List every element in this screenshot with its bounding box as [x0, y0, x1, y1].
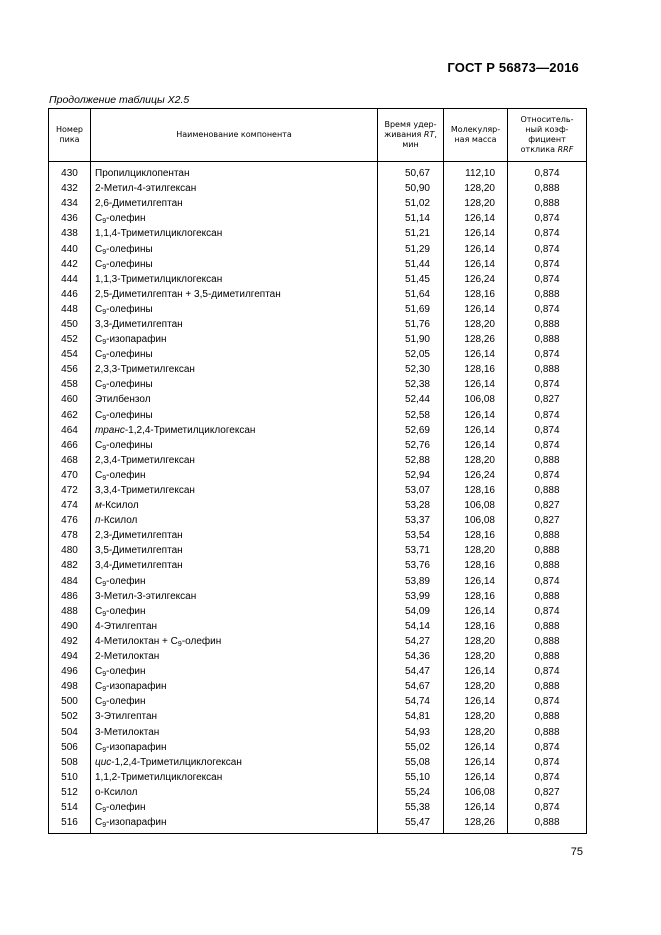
- cell-molecular-mass: 128,20: [444, 679, 508, 694]
- cell-retention-time: 52,05: [378, 347, 444, 362]
- cell-retention-time: 53,54: [378, 528, 444, 543]
- table-row: [49, 755, 587, 770]
- components-table: [48, 108, 587, 834]
- column-header-rt: Время удер- живания RT, мин: [378, 109, 444, 162]
- table-row: [49, 196, 587, 211]
- cell-retention-time: 52,88: [378, 453, 444, 468]
- cell-peak: 492: [49, 634, 91, 649]
- cell-response-factor: 0,874: [508, 211, 587, 226]
- column-header-rrf: Относитель- ный коэф- фициент отклика RRF: [508, 109, 587, 162]
- cell-retention-time: 54,47: [378, 664, 444, 679]
- cell-name: 2,3,4-Триметилгексан: [91, 453, 378, 468]
- cell-retention-time: 51,44: [378, 257, 444, 272]
- cell-peak: 454: [49, 347, 91, 362]
- cell-response-factor: 0,888: [508, 528, 587, 543]
- cell-name: $C_9$-олефин: [91, 604, 378, 619]
- cell-peak: 510: [49, 770, 91, 785]
- cell-peak: 500: [49, 694, 91, 709]
- cell-retention-time: 53,28: [378, 498, 444, 513]
- table-row: [49, 528, 587, 543]
- table-row: [49, 543, 587, 558]
- cell-response-factor: 0,827: [508, 513, 587, 528]
- table-row: [49, 800, 587, 815]
- cell-peak: 442: [49, 257, 91, 272]
- cell-molecular-mass: 126,14: [444, 408, 508, 423]
- cell-peak: 496: [49, 664, 91, 679]
- cell-name: $C_9$-изопарафин: [91, 740, 378, 755]
- document-standard-code: ГОСТ Р 56873—2016: [447, 60, 579, 75]
- cell-peak: 484: [49, 574, 91, 589]
- table-row: [49, 453, 587, 468]
- cell-molecular-mass: 128,16: [444, 528, 508, 543]
- table-row: [49, 392, 587, 407]
- cell-peak: 506: [49, 740, 91, 755]
- cell-name: $C_9$-олефины: [91, 241, 378, 256]
- cell-name: о-Ксилол: [91, 785, 378, 800]
- cell-name: 2,3-Диметилгептан: [91, 528, 378, 543]
- cell-retention-time: 53,07: [378, 483, 444, 498]
- cell-molecular-mass: 128,16: [444, 362, 508, 377]
- table-row: [49, 619, 587, 634]
- table-row: [49, 302, 587, 317]
- cell-molecular-mass: 126,14: [444, 770, 508, 785]
- cell-peak: 494: [49, 649, 91, 664]
- cell-response-factor: 0,874: [508, 604, 587, 619]
- cell-response-factor: 0,888: [508, 543, 587, 558]
- cell-molecular-mass: 126,14: [444, 226, 508, 241]
- cell-peak: 470: [49, 468, 91, 483]
- cell-response-factor: 0,874: [508, 302, 587, 317]
- cell-molecular-mass: 126,14: [444, 574, 508, 589]
- cell-name: 3,5-Диметилгептан: [91, 543, 378, 558]
- table-row: [49, 423, 587, 438]
- cell-response-factor: 0,874: [508, 755, 587, 770]
- cell-molecular-mass: 106,08: [444, 392, 508, 407]
- table-row: [49, 438, 587, 453]
- cell-response-factor: 0,827: [508, 392, 587, 407]
- cell-name: 4-Этилгептан: [91, 619, 378, 634]
- table-row: [49, 634, 587, 649]
- cell-response-factor: 0,888: [508, 317, 587, 332]
- cell-peak: 490: [49, 619, 91, 634]
- cell-molecular-mass: 126,14: [444, 377, 508, 392]
- cell-name: $C_9$-олефин: [91, 468, 378, 483]
- cell-molecular-mass: 128,20: [444, 453, 508, 468]
- cell-peak: 486: [49, 589, 91, 604]
- cell-retention-time: 51,14: [378, 211, 444, 226]
- cell-response-factor: 0,888: [508, 724, 587, 739]
- cell-peak: 432: [49, 181, 91, 196]
- cell-retention-time: 54,93: [378, 724, 444, 739]
- cell-name: $C_9$-олефин: [91, 694, 378, 709]
- cell-molecular-mass: 126,14: [444, 257, 508, 272]
- cell-molecular-mass: 126,14: [444, 740, 508, 755]
- cell-retention-time: 53,71: [378, 543, 444, 558]
- cell-molecular-mass: 106,08: [444, 498, 508, 513]
- cell-peak: 508: [49, 755, 91, 770]
- cell-peak: 438: [49, 226, 91, 241]
- table-row: [49, 332, 587, 347]
- cell-retention-time: 53,99: [378, 589, 444, 604]
- cell-retention-time: 51,64: [378, 287, 444, 302]
- cell-retention-time: 55,24: [378, 785, 444, 800]
- cell-molecular-mass: 106,08: [444, 513, 508, 528]
- cell-name: 3-Метил-3-этилгексан: [91, 589, 378, 604]
- cell-retention-time: 51,02: [378, 196, 444, 211]
- cell-retention-time: 54,67: [378, 679, 444, 694]
- cell-response-factor: 0,827: [508, 785, 587, 800]
- table-row: [49, 362, 587, 377]
- cell-name: 2,3,3-Триметилгексан: [91, 362, 378, 377]
- cell-peak: 460: [49, 392, 91, 407]
- cell-retention-time: 55,08: [378, 755, 444, 770]
- cell-retention-time: 50,67: [378, 162, 444, 182]
- cell-name: Пропилциклопентан: [91, 162, 378, 182]
- cell-response-factor: 0,888: [508, 815, 587, 834]
- cell-response-factor: 0,888: [508, 634, 587, 649]
- cell-response-factor: 0,874: [508, 162, 587, 182]
- cell-retention-time: 52,44: [378, 392, 444, 407]
- cell-retention-time: 54,74: [378, 694, 444, 709]
- table-row: [49, 287, 587, 302]
- cell-retention-time: 55,02: [378, 740, 444, 755]
- cell-name: 2,6-Диметилгептан: [91, 196, 378, 211]
- cell-name: $C_9$-олефин: [91, 211, 378, 226]
- table-row: [49, 785, 587, 800]
- table-row: [49, 483, 587, 498]
- cell-name: $C_9$-олефины: [91, 302, 378, 317]
- table-row: [49, 724, 587, 739]
- table-row: [49, 317, 587, 332]
- table-row: [49, 770, 587, 785]
- table-caption: Продолжение таблицы Х2.5: [49, 94, 190, 106]
- cell-retention-time: 51,76: [378, 317, 444, 332]
- cell-peak: 448: [49, 302, 91, 317]
- cell-molecular-mass: 128,20: [444, 649, 508, 664]
- table-row: [49, 272, 587, 287]
- cell-name: $C_9$-олефин: [91, 574, 378, 589]
- table-row: [49, 574, 587, 589]
- cell-retention-time: 53,89: [378, 574, 444, 589]
- table-row: [49, 679, 587, 694]
- table-row: [49, 181, 587, 196]
- cell-molecular-mass: 128,20: [444, 181, 508, 196]
- table-row: [49, 513, 587, 528]
- table-row: [49, 408, 587, 423]
- cell-peak: 472: [49, 483, 91, 498]
- cell-response-factor: 0,888: [508, 196, 587, 211]
- table-row: [49, 589, 587, 604]
- cell-response-factor: 0,888: [508, 709, 587, 724]
- cell-peak: 452: [49, 332, 91, 347]
- table-row: [49, 664, 587, 679]
- cell-molecular-mass: 106,08: [444, 785, 508, 800]
- cell-retention-time: 54,14: [378, 619, 444, 634]
- cell-name: 3-Этилгептан: [91, 709, 378, 724]
- table-row: [49, 468, 587, 483]
- cell-peak: 440: [49, 241, 91, 256]
- table-body: [49, 162, 587, 834]
- cell-peak: 430: [49, 162, 91, 182]
- cell-response-factor: 0,874: [508, 574, 587, 589]
- cell-retention-time: 52,76: [378, 438, 444, 453]
- cell-peak: 458: [49, 377, 91, 392]
- cell-peak: 498: [49, 679, 91, 694]
- cell-peak: 514: [49, 800, 91, 815]
- table-row: [49, 740, 587, 755]
- cell-response-factor: 0,874: [508, 438, 587, 453]
- cell-retention-time: 52,30: [378, 362, 444, 377]
- cell-response-factor: 0,874: [508, 800, 587, 815]
- cell-name: $C_9$-олефины: [91, 438, 378, 453]
- table-row: [49, 347, 587, 362]
- cell-peak: 462: [49, 408, 91, 423]
- cell-name: $C_9$-олефины: [91, 377, 378, 392]
- cell-name: $C_9$-изопарафин: [91, 679, 378, 694]
- cell-response-factor: 0,874: [508, 408, 587, 423]
- cell-response-factor: 0,888: [508, 679, 587, 694]
- cell-response-factor: 0,888: [508, 589, 587, 604]
- cell-name: 1,1,4-Триметилциклогексан: [91, 226, 378, 241]
- cell-peak: 480: [49, 543, 91, 558]
- cell-retention-time: 51,90: [378, 332, 444, 347]
- cell-molecular-mass: 126,14: [444, 438, 508, 453]
- cell-response-factor: 0,827: [508, 498, 587, 513]
- cell-response-factor: 0,888: [508, 181, 587, 196]
- cell-name: $C_9$-изопарафин: [91, 332, 378, 347]
- cell-response-factor: 0,888: [508, 332, 587, 347]
- cell-retention-time: 52,69: [378, 423, 444, 438]
- cell-retention-time: 51,21: [378, 226, 444, 241]
- cell-peak: 488: [49, 604, 91, 619]
- cell-peak: 436: [49, 211, 91, 226]
- cell-response-factor: 0,874: [508, 740, 587, 755]
- cell-molecular-mass: 128,16: [444, 619, 508, 634]
- cell-molecular-mass: 126,14: [444, 211, 508, 226]
- cell-response-factor: 0,874: [508, 226, 587, 241]
- cell-retention-time: 53,76: [378, 558, 444, 573]
- cell-molecular-mass: 126,14: [444, 755, 508, 770]
- cell-retention-time: 55,47: [378, 815, 444, 834]
- cell-response-factor: 0,874: [508, 468, 587, 483]
- cell-name: 2,5-Диметилгептан + 3,5-диметилгептан: [91, 287, 378, 302]
- column-header-peak: Номер пика: [49, 109, 91, 162]
- cell-name: Этилбензол: [91, 392, 378, 407]
- cell-response-factor: 0,874: [508, 272, 587, 287]
- cell-retention-time: 54,81: [378, 709, 444, 724]
- cell-molecular-mass: 128,20: [444, 543, 508, 558]
- cell-peak: 468: [49, 453, 91, 468]
- cell-name: $C_9$-изопарафин: [91, 815, 378, 834]
- cell-retention-time: 55,10: [378, 770, 444, 785]
- table-row: [49, 694, 587, 709]
- cell-response-factor: 0,874: [508, 770, 587, 785]
- cell-retention-time: 53,37: [378, 513, 444, 528]
- cell-peak: 474: [49, 498, 91, 513]
- cell-peak: 516: [49, 815, 91, 834]
- cell-peak: 504: [49, 724, 91, 739]
- cell-molecular-mass: 128,20: [444, 196, 508, 211]
- cell-name: 3,3-Диметилгептан: [91, 317, 378, 332]
- cell-molecular-mass: 128,16: [444, 483, 508, 498]
- cell-name: 2-Метил-4-этилгексан: [91, 181, 378, 196]
- table-row: [49, 226, 587, 241]
- cell-retention-time: 51,29: [378, 241, 444, 256]
- cell-response-factor: 0,874: [508, 694, 587, 709]
- cell-name: 2-Метилоктан: [91, 649, 378, 664]
- cell-molecular-mass: 128,26: [444, 332, 508, 347]
- cell-molecular-mass: 126,24: [444, 468, 508, 483]
- cell-response-factor: 0,888: [508, 619, 587, 634]
- cell-molecular-mass: 128,20: [444, 634, 508, 649]
- cell-molecular-mass: 128,26: [444, 815, 508, 834]
- cell-molecular-mass: 128,20: [444, 724, 508, 739]
- cell-peak: 482: [49, 558, 91, 573]
- cell-peak: 512: [49, 785, 91, 800]
- cell-molecular-mass: 126,14: [444, 604, 508, 619]
- cell-retention-time: 54,09: [378, 604, 444, 619]
- cell-response-factor: 0,888: [508, 558, 587, 573]
- cell-molecular-mass: 126,14: [444, 241, 508, 256]
- cell-name: цис-1,2,4-Триметилциклогексан: [91, 755, 378, 770]
- cell-molecular-mass: 126,24: [444, 272, 508, 287]
- cell-peak: 464: [49, 423, 91, 438]
- cell-peak: 476: [49, 513, 91, 528]
- cell-response-factor: 0,874: [508, 257, 587, 272]
- table-row: [49, 558, 587, 573]
- table-row: [49, 604, 587, 619]
- cell-peak: 502: [49, 709, 91, 724]
- cell-response-factor: 0,888: [508, 483, 587, 498]
- cell-name: транс-1,2,4-Триметилциклогексан: [91, 423, 378, 438]
- table-row: [49, 815, 587, 834]
- cell-molecular-mass: 126,14: [444, 302, 508, 317]
- column-header-name: Наименование компонента: [91, 109, 378, 162]
- cell-retention-time: 54,27: [378, 634, 444, 649]
- cell-molecular-mass: 112,10: [444, 162, 508, 182]
- cell-molecular-mass: 128,16: [444, 589, 508, 604]
- cell-molecular-mass: 128,16: [444, 558, 508, 573]
- cell-name: $C_9$-олефины: [91, 257, 378, 272]
- cell-molecular-mass: 126,14: [444, 347, 508, 362]
- cell-name: м-Ксилол: [91, 498, 378, 513]
- cell-name: 3,4-Диметилгептан: [91, 558, 378, 573]
- cell-response-factor: 0,888: [508, 362, 587, 377]
- cell-response-factor: 0,888: [508, 649, 587, 664]
- cell-response-factor: 0,874: [508, 423, 587, 438]
- cell-peak: 456: [49, 362, 91, 377]
- cell-peak: 450: [49, 317, 91, 332]
- cell-retention-time: 51,45: [378, 272, 444, 287]
- cell-retention-time: 52,58: [378, 408, 444, 423]
- cell-response-factor: 0,888: [508, 453, 587, 468]
- table-row: [49, 241, 587, 256]
- cell-name: 3,3,4-Триметилгексан: [91, 483, 378, 498]
- cell-name: 4-Метилоктан + $C_9$-олефин: [91, 634, 378, 649]
- cell-name: $C_9$-олефины: [91, 347, 378, 362]
- table-header-row: [49, 109, 587, 162]
- cell-name: $C_9$-олефин: [91, 800, 378, 815]
- cell-retention-time: 51,69: [378, 302, 444, 317]
- table-row: [49, 257, 587, 272]
- cell-name: п-Ксилол: [91, 513, 378, 528]
- cell-retention-time: 55,38: [378, 800, 444, 815]
- cell-retention-time: 50,90: [378, 181, 444, 196]
- cell-response-factor: 0,874: [508, 664, 587, 679]
- table-row: [49, 162, 587, 182]
- cell-molecular-mass: 126,14: [444, 800, 508, 815]
- cell-peak: 446: [49, 287, 91, 302]
- cell-name: 3-Метилоктан: [91, 724, 378, 739]
- table-row: [49, 377, 587, 392]
- cell-response-factor: 0,874: [508, 347, 587, 362]
- cell-retention-time: 54,36: [378, 649, 444, 664]
- cell-molecular-mass: 128,16: [444, 287, 508, 302]
- cell-retention-time: 52,38: [378, 377, 444, 392]
- cell-name: $C_9$-олефины: [91, 408, 378, 423]
- table-row: [49, 211, 587, 226]
- page-number: 75: [570, 846, 583, 858]
- cell-peak: 434: [49, 196, 91, 211]
- cell-name: 1,1,3-Триметилциклогексан: [91, 272, 378, 287]
- cell-response-factor: 0,874: [508, 241, 587, 256]
- cell-molecular-mass: 126,14: [444, 694, 508, 709]
- cell-molecular-mass: 126,14: [444, 664, 508, 679]
- cell-peak: 466: [49, 438, 91, 453]
- cell-peak: 444: [49, 272, 91, 287]
- cell-molecular-mass: 128,20: [444, 317, 508, 332]
- cell-response-factor: 0,888: [508, 287, 587, 302]
- column-header-mass: Молекуляр- ная масса: [444, 109, 508, 162]
- table-row: [49, 709, 587, 724]
- table-row: [49, 649, 587, 664]
- cell-molecular-mass: 128,20: [444, 709, 508, 724]
- cell-peak: 478: [49, 528, 91, 543]
- cell-name: $C_9$-олефин: [91, 664, 378, 679]
- table-row: [49, 498, 587, 513]
- cell-name: 1,1,2-Триметилциклогексан: [91, 770, 378, 785]
- cell-molecular-mass: 126,14: [444, 423, 508, 438]
- cell-response-factor: 0,874: [508, 377, 587, 392]
- cell-retention-time: 52,94: [378, 468, 444, 483]
